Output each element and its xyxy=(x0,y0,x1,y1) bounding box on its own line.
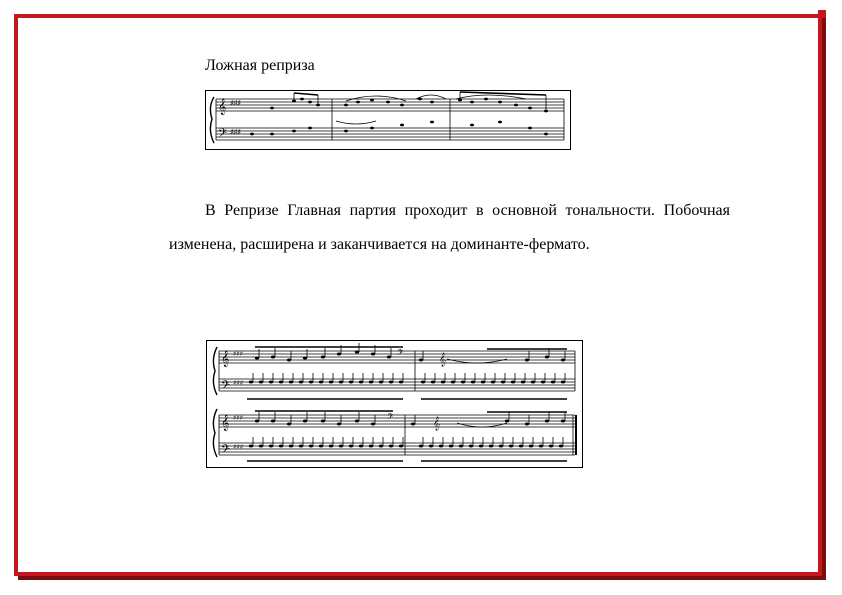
svg-text:𝄢: 𝄢 xyxy=(218,127,228,143)
sheet-music-icon xyxy=(206,91,568,147)
svg-text:𝄞: 𝄞 xyxy=(218,99,227,115)
svg-text:𝄞: 𝄞 xyxy=(439,352,447,366)
svg-text:♯♯♯: ♯♯♯ xyxy=(233,443,244,451)
sheet-music-icon xyxy=(207,341,580,465)
svg-text:𝄢: 𝄢 xyxy=(397,349,404,360)
svg-text:♯♯♯: ♯♯♯ xyxy=(230,128,241,136)
svg-text:♯♯♯: ♯♯♯ xyxy=(233,350,244,358)
sheet-music-false-reprise xyxy=(205,90,571,150)
svg-text:♯♯♯: ♯♯♯ xyxy=(233,414,244,422)
svg-text:𝄢: 𝄢 xyxy=(221,443,231,459)
body-paragraph xyxy=(169,194,730,262)
section-heading: Ложная реприза xyxy=(205,57,315,74)
svg-text:𝄞: 𝄞 xyxy=(221,351,230,367)
svg-text:♯♯♯: ♯♯♯ xyxy=(233,379,244,387)
svg-text:𝄢: 𝄢 xyxy=(221,379,231,395)
sheet-music-recapitulation xyxy=(206,340,583,468)
svg-text:𝄞: 𝄞 xyxy=(433,416,441,430)
body-paragraph-text: В Репризе Главная партия проходит в основной тональности. Побочная изменена, расширена и заканчивается на доминанте-фермато. xyxy=(169,202,730,253)
svg-text:𝄞: 𝄞 xyxy=(221,415,230,431)
svg-text:♯♯♯: ♯♯♯ xyxy=(230,99,241,107)
svg-text:𝄢: 𝄢 xyxy=(387,413,394,424)
